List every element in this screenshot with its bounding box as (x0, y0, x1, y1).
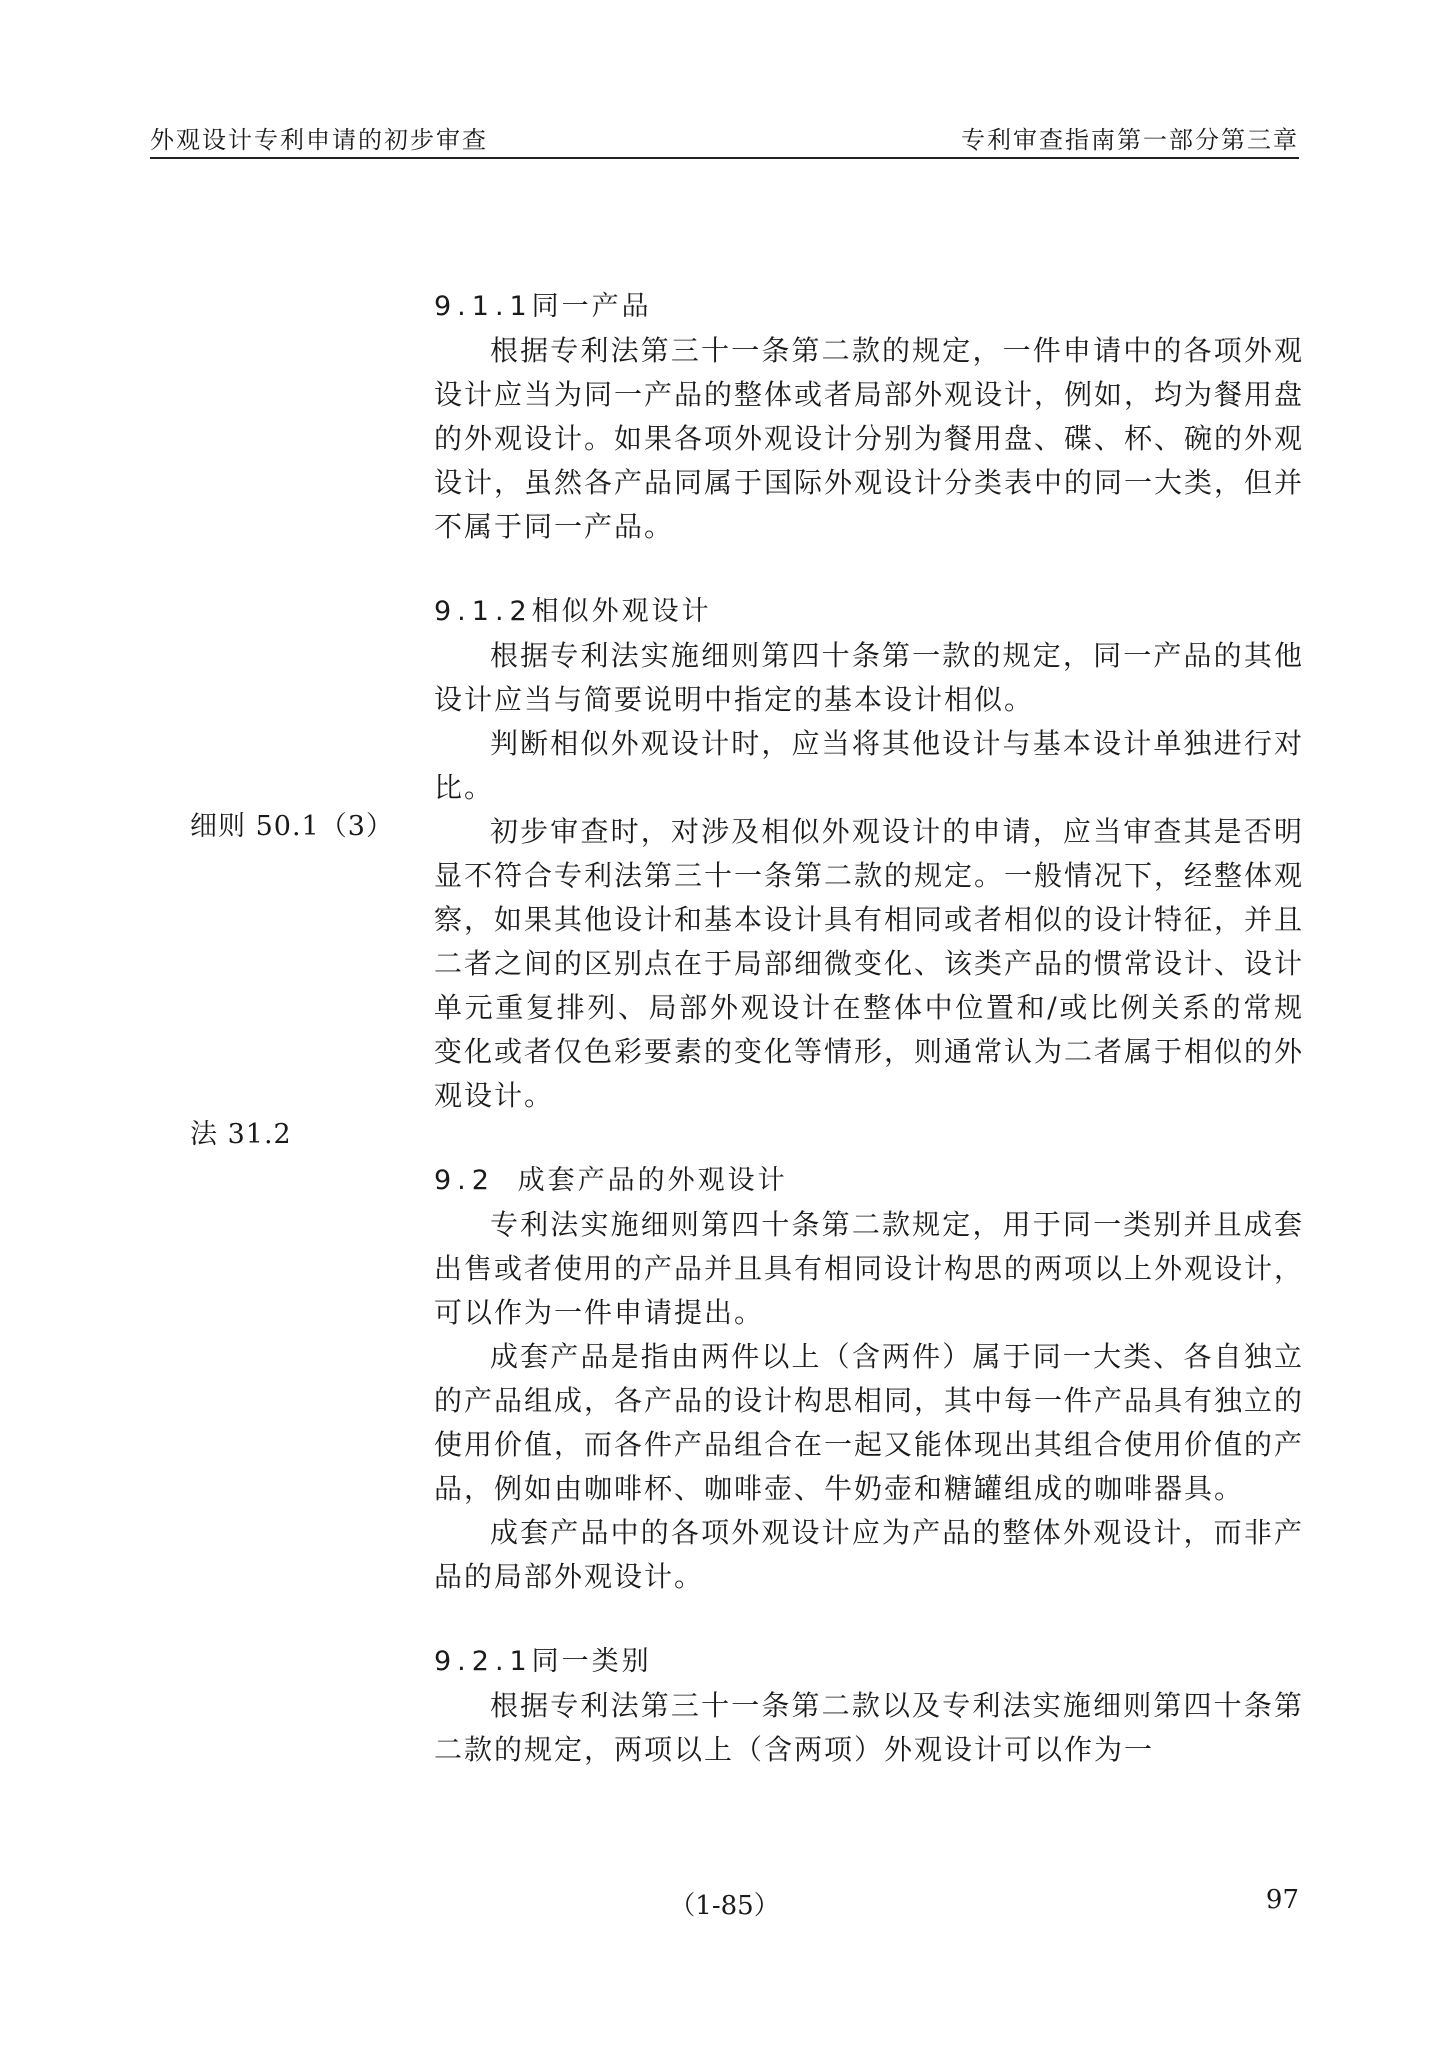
running-header-left: 外观设计专利申请的初步审查 (150, 126, 488, 154)
paragraph: 判断相似外观设计时，应当将其他设计与基本设计单独进行对比。 (434, 727, 1304, 804)
paragraph: 根据专利法第三十一条第二款的规定，一件申请中的各项外观设计应当为同一产品的整体或者局部外观设计，例如，均为餐用盘的外观设计。如果各项外观设计分别为餐用盘、碟、杯、碗的外观设计，虽然各产品同属于国际外观设计分类表中的同一大类，但并不属于同一产品。 (434, 334, 1305, 543)
section-number: 9.1.1 (434, 291, 533, 322)
section-heading-9-2-1 (434, 1640, 1304, 1684)
running-header-right: 专利审查指南第一部分第三章 (961, 126, 1299, 154)
section-title: 同一产品 (531, 291, 652, 322)
margin-note-law-ref: 法 31.2 (190, 1119, 292, 1150)
section-heading-9-1-1 (434, 285, 1304, 329)
section-heading-9-2 (434, 1159, 1304, 1203)
header-divider (150, 157, 1299, 159)
page-number: 97 (1265, 1885, 1299, 1915)
paragraph: 成套产品中的各项外观设计应为产品的整体外观设计，而非产品的局部外观设计。 (434, 1516, 1304, 1593)
section-number: 9.1.2 (434, 596, 533, 627)
paragraph: 根据专利法实施细则第四十条第一款的规定，同一产品的其他设计应当与简要说明中指定的基本设计相似。 (434, 639, 1304, 716)
margin-note-rule-ref: 细则 50.1（3） (190, 811, 394, 842)
paragraph: 成套产品是指由两件以上（含两件）属于同一大类、各自独立的产品组成，各产品的设计构思相同，其中每一件产品具有独立的使用价值，而各件产品组合在一起又能体现出其组合使用价值的产品，例如由咖啡杯、咖啡壶、牛奶壶和糖罐组成的咖啡器具。 (434, 1340, 1305, 1505)
paragraph: 专利法实施细则第四十条第二款规定，用于同一类别并且成套出售或者使用的产品并且具有相同设计构思的两项以上外观设计，可以作为一件申请提出。 (434, 1208, 1305, 1329)
section-number: 9.2.1 (434, 1646, 533, 1677)
paragraph: 初步审查时，对涉及相似外观设计的申请，应当审查其是否明显不符合专利法第三十一条第二款的规定。一般情况下，经整体观察，如果其他设计和基本设计具有相同或者相似的设计特征，并且二者之间的区别点在于局部细微变化、该类产品的惯常设计、设计单元重复排列、局部外观设计在整体中位置和/或比例关系的常规变化或者仅色彩要素的变化等情形，则通常认为二者属于相似的外观设计。 (434, 815, 1305, 1112)
paragraph: 根据专利法第三十一条第二款以及专利法实施细则第四十条第二款的规定，两项以上（含两项）外观设计可以作为一 (434, 1689, 1304, 1766)
main-content (434, 285, 1304, 1772)
section-title: 同一类别 (531, 1646, 652, 1677)
section-number: 9.2 (434, 1165, 495, 1196)
footer-code: （1-85） (669, 1891, 780, 1921)
section-heading-9-1-2 (434, 590, 1304, 634)
section-title: 成套产品的外观设计 (517, 1165, 788, 1196)
section-title: 相似外观设计 (531, 596, 712, 627)
